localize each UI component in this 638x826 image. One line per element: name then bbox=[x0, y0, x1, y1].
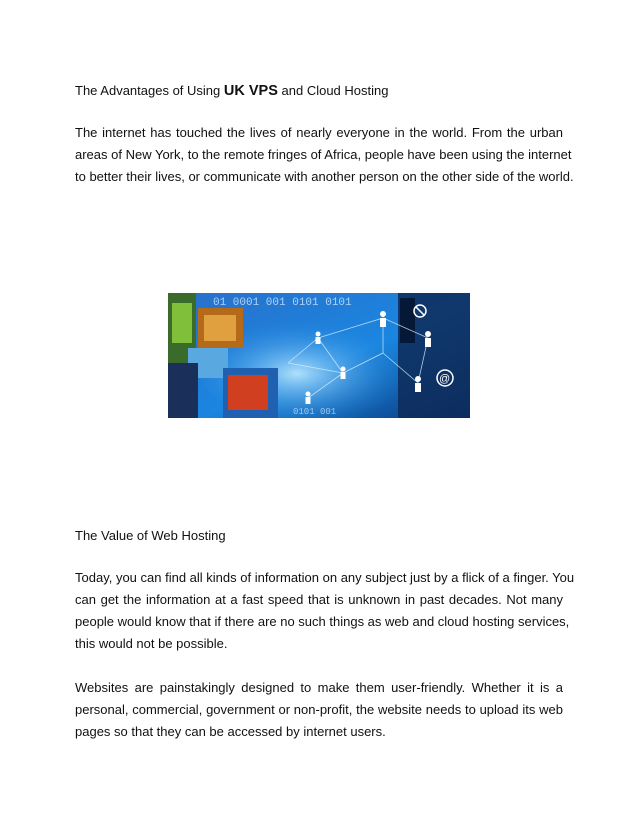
paragraph-line: Websites are painstakingly designed to make them user-friendly. Whether it is a bbox=[75, 680, 563, 695]
title-suffix: and Cloud Hosting bbox=[281, 83, 389, 98]
paragraph-line: to better their lives, or communicate with another person on the other side of the world. bbox=[75, 169, 574, 184]
svg-text:@: @ bbox=[439, 373, 451, 385]
binary-text-lower: 0101 001 bbox=[293, 407, 337, 417]
internet-network-illustration bbox=[168, 293, 470, 418]
paragraph-line: this would not be possible. bbox=[75, 636, 228, 651]
uk-vps-keyword[interactable]: UK VPS bbox=[223, 83, 278, 99]
paragraph-line: Today, you can find all kinds of information on any subject just by a flick of a finger. You bbox=[75, 570, 575, 585]
network-image-svg bbox=[168, 293, 470, 418]
section-title-value: The Value of Web Hosting bbox=[75, 528, 226, 543]
paragraph-line: personal, commercial, government or non-profit, the website needs to upload its web bbox=[75, 702, 563, 717]
title-prefix: The Advantages of Using bbox=[75, 83, 221, 98]
paragraph-line: can get the information at a fast speed that is unknown in past decades. Not many bbox=[75, 592, 563, 607]
section-title-advantages bbox=[75, 80, 563, 102]
paragraph-line: people would know that if there are no such things as web and cloud hosting services, bbox=[75, 614, 570, 629]
paragraph-line: pages so that they can be accessed by internet users. bbox=[75, 724, 386, 739]
paragraph-line: areas of New York, to the remote fringes of Africa, people have been using the internet bbox=[75, 147, 572, 162]
paragraph-line: The internet has touched the lives of nearly everyone in the world. From the urban bbox=[75, 125, 563, 140]
binary-text: 01 0001 001 0101 0101 bbox=[213, 297, 352, 309]
